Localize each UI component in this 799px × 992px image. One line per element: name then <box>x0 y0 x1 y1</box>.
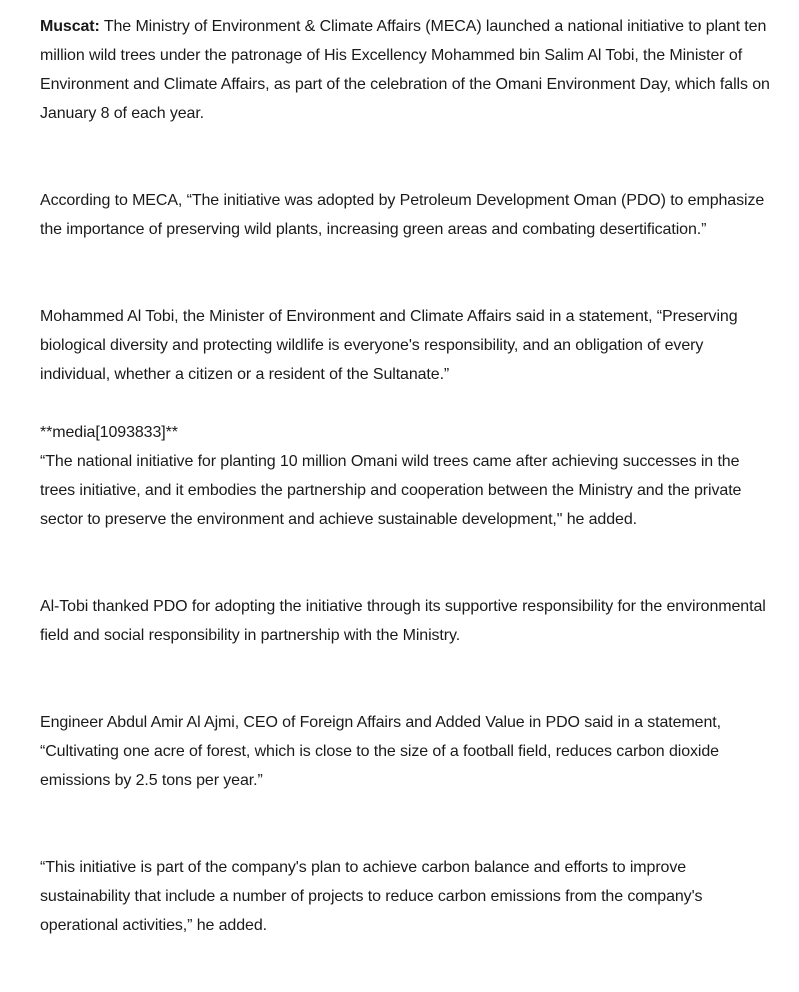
paragraph-carbon-plan: “This initiative is part of the company's plan to achieve carbon balance and efforts to improve sustainability that include a number of projects to reduce carbon emissions from the company's operational activities,” he added. <box>40 859 703 934</box>
media-placeholder: **media[1093833]** <box>40 424 178 441</box>
paragraph-pdo-statement: Engineer Abdul Amir Al Ajmi, CEO of Foreign Affairs and Added Value in PDO said in a statement, “Cultivating one acre of forest, which is close to the size of a football field, reduces carbon dioxide emissions by 2.5 tons per year.” <box>40 714 721 789</box>
paragraph-initiative-quote: “The national initiative for planting 10 million Omani wild trees came after achieving successes in the trees initiative, and it embodies the partnership and cooperation between the Ministry and the private sector to preserve the environment and achieve sustainable development," he added. <box>40 453 742 528</box>
article-body <box>40 12 770 940</box>
paragraph-minister-statement: Mohammed Al Tobi, the Minister of Environment and Climate Affairs said in a statement, “Preserving biological diversity and protecting wildlife is everyone's responsibility, and an obligation of every individual, whether a citizen or a resident of the Sultanate.” <box>40 308 738 383</box>
paragraph-meca-quote: According to MECA, “The initiative was adopted by Petroleum Development Oman (PDO) to emphasize the importance of preserving wild plants, increasing green areas and combating desertification.” <box>40 192 765 238</box>
paragraph-thanks: Al-Tobi thanked PDO for adopting the initiative through its supportive responsibility for the environmental field and social responsibility in partnership with the Ministry. <box>40 598 766 644</box>
dateline: Muscat: <box>40 18 100 35</box>
paragraph-intro-text: The Ministry of Environment & Climate Affairs (MECA) launched a national initiative to plant ten million wild trees under the patronage of His Excellency Mohammed bin Salim Al Tobi, the Minister of Environment and Climate Affairs, as part of the celebration of the Omani Environment Day, which falls on January 8 of each year. <box>40 18 770 122</box>
paragraph-intro <box>40 12 770 128</box>
